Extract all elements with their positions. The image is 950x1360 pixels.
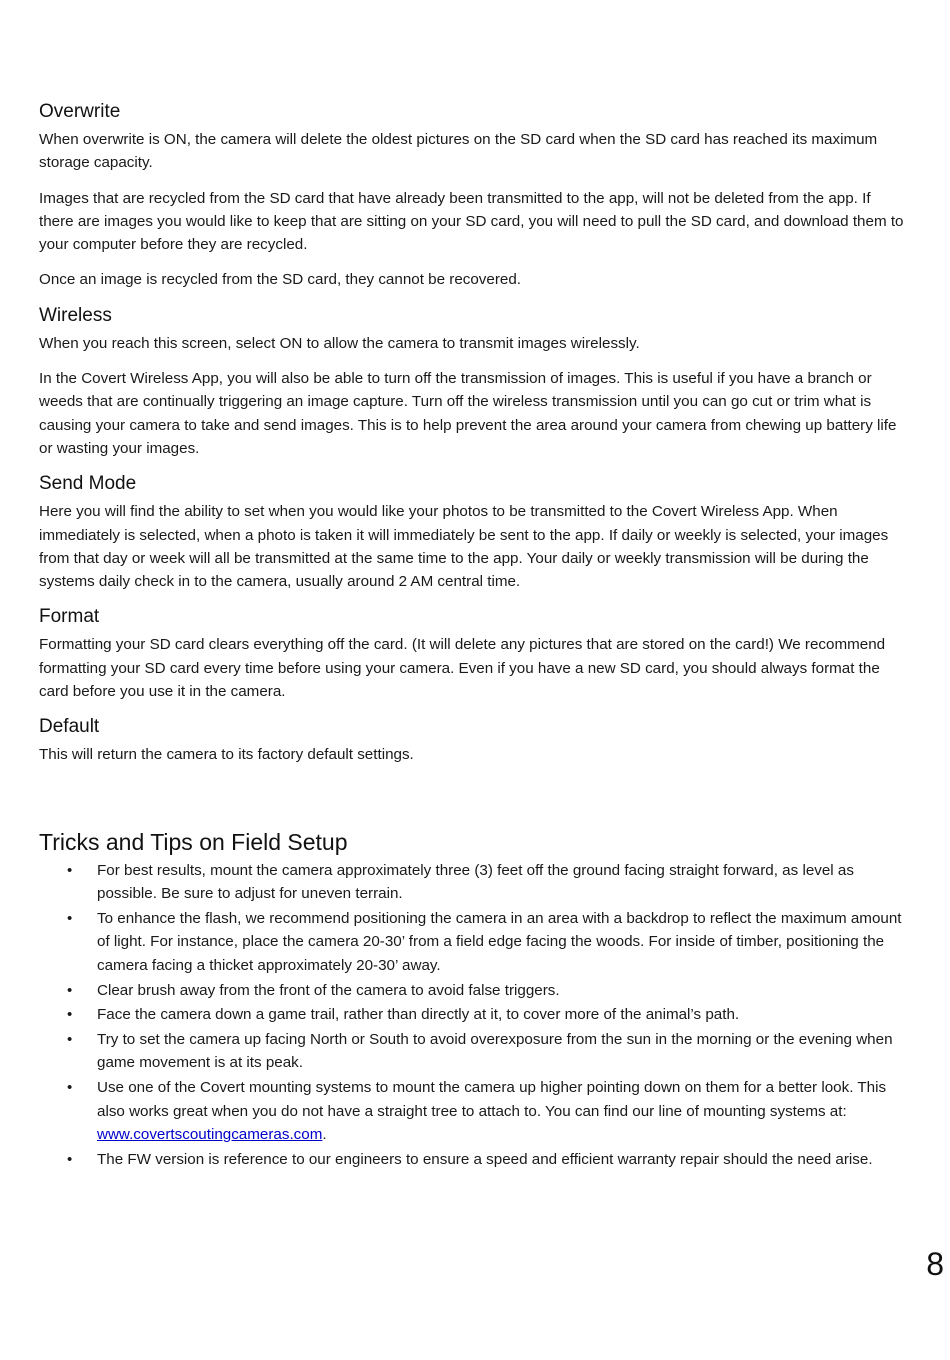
overwrite-paragraph-1: When overwrite is ON, the camera will delete the oldest pictures on the SD card when the SD card has reached its maximum storage capacity. bbox=[39, 131, 878, 172]
tip-text: Face the camera down a game trail, rather than directly at it, to cover more of the animal’s path. bbox=[97, 1006, 740, 1024]
list-item bbox=[39, 859, 909, 906]
send-mode-paragraph: Here you will find the ability to set when you would like your photos to be transmitted to the Covert Wireless App. When immediately is selected, when a photo is taken it will immediately be sent to the app. If daily or weekly is selected, your images from that day or week will all be transmitted at the same time to the app. Your daily or weekly transmission will be during the systems daily check in to the camera, usually around 2 AM central time. bbox=[39, 503, 889, 591]
tip-text-before-link: Use one of the Covert mounting systems to mount the camera up higher pointing down on them for a better look. This also works great when you do not have a straight tree to attach to. You can find our line of mounting systems at: bbox=[97, 1078, 887, 1120]
document-page bbox=[39, 100, 909, 1172]
overwrite-paragraph-3: Once an image is recycled from the SD card, they cannot be recovered. bbox=[39, 271, 522, 289]
tip-text: Try to set the camera up facing North or South to avoid overexposure from the sun in the morning or the evening when game movement is at its peak. bbox=[97, 1030, 893, 1072]
list-item bbox=[39, 979, 909, 1003]
website-link[interactable]: www.covertscoutingcameras.com bbox=[97, 1126, 323, 1144]
page-number: 8 bbox=[926, 1246, 944, 1282]
section-heading-default: Default bbox=[39, 716, 100, 738]
section-heading-overwrite: Overwrite bbox=[39, 101, 121, 122]
section-heading-send-mode: Send Mode bbox=[39, 473, 137, 495]
section-heading-format: Format bbox=[39, 606, 100, 628]
format-paragraph: Formatting your SD card clears everything off the card. (It will delete any pictures that are stored on the card!) We recommend formatting your SD card every time before using your camera. Even if you have a new SD card, you should always format the card before you use it in the camera. bbox=[39, 636, 886, 701]
list-item bbox=[39, 1076, 909, 1147]
bullet-icon: • bbox=[67, 861, 73, 879]
bullet-icon: • bbox=[67, 981, 73, 999]
bullet-icon: • bbox=[67, 1150, 73, 1168]
list-item bbox=[39, 1148, 909, 1172]
bullet-icon: • bbox=[67, 1078, 73, 1096]
list-item bbox=[39, 1003, 909, 1027]
list-item bbox=[39, 907, 909, 978]
wireless-paragraph-1: When you reach this screen, select ON to allow the camera to transmit images wirelessly. bbox=[39, 334, 640, 352]
list-item bbox=[39, 1028, 909, 1075]
tip-text: Clear brush away from the front of the camera to avoid false triggers. bbox=[97, 981, 560, 999]
wireless-paragraph-2: In the Covert Wireless App, you will also be able to turn off the transmission of images. This is useful if you have a branch or weeds that are continually triggering an image capture. Turn off the wireless transmission until you can go cut or trim what is causing your camera to take and send images. This is to help prevent the area around your camera from chewing up battery life or wasting your images. bbox=[39, 370, 897, 457]
section-heading-wireless: Wireless bbox=[39, 304, 112, 326]
tip-text-after-link: . bbox=[322, 1126, 327, 1144]
tip-text: For best results, mount the camera approximately three (3) feet off the ground facing straight forward, as level as possible. Be sure to adjust for uneven terrain. bbox=[97, 861, 854, 903]
tips-heading: Tricks and Tips on Field Setup bbox=[39, 828, 348, 855]
bullet-icon: • bbox=[67, 1006, 73, 1024]
tip-text: The FW version is reference to our engineers to ensure a speed and efficient warranty repair should the need arise. bbox=[97, 1150, 873, 1168]
bullet-icon: • bbox=[67, 1030, 73, 1048]
tip-text: To enhance the flash, we recommend positioning the camera in an area with a backdrop to reflect the maximum amount of light. For instance, place the camera 20-30’ from a field edge facing the woods. For inside of timber, positioning the camera facing a thicket approximately 20-30’ away. bbox=[97, 909, 902, 975]
overwrite-paragraph-2: Images that are recycled from the SD card that have already been transmitted to the app, will not be deleted from the app. If there are images you would like to keep that are sitting on your SD card, you will need to pull the SD card, and download them to your computer before they are recycled. bbox=[39, 189, 904, 254]
bullet-icon: • bbox=[67, 909, 73, 927]
default-paragraph: This will return the camera to its factory default settings. bbox=[39, 746, 414, 764]
tips-list bbox=[39, 859, 909, 1172]
